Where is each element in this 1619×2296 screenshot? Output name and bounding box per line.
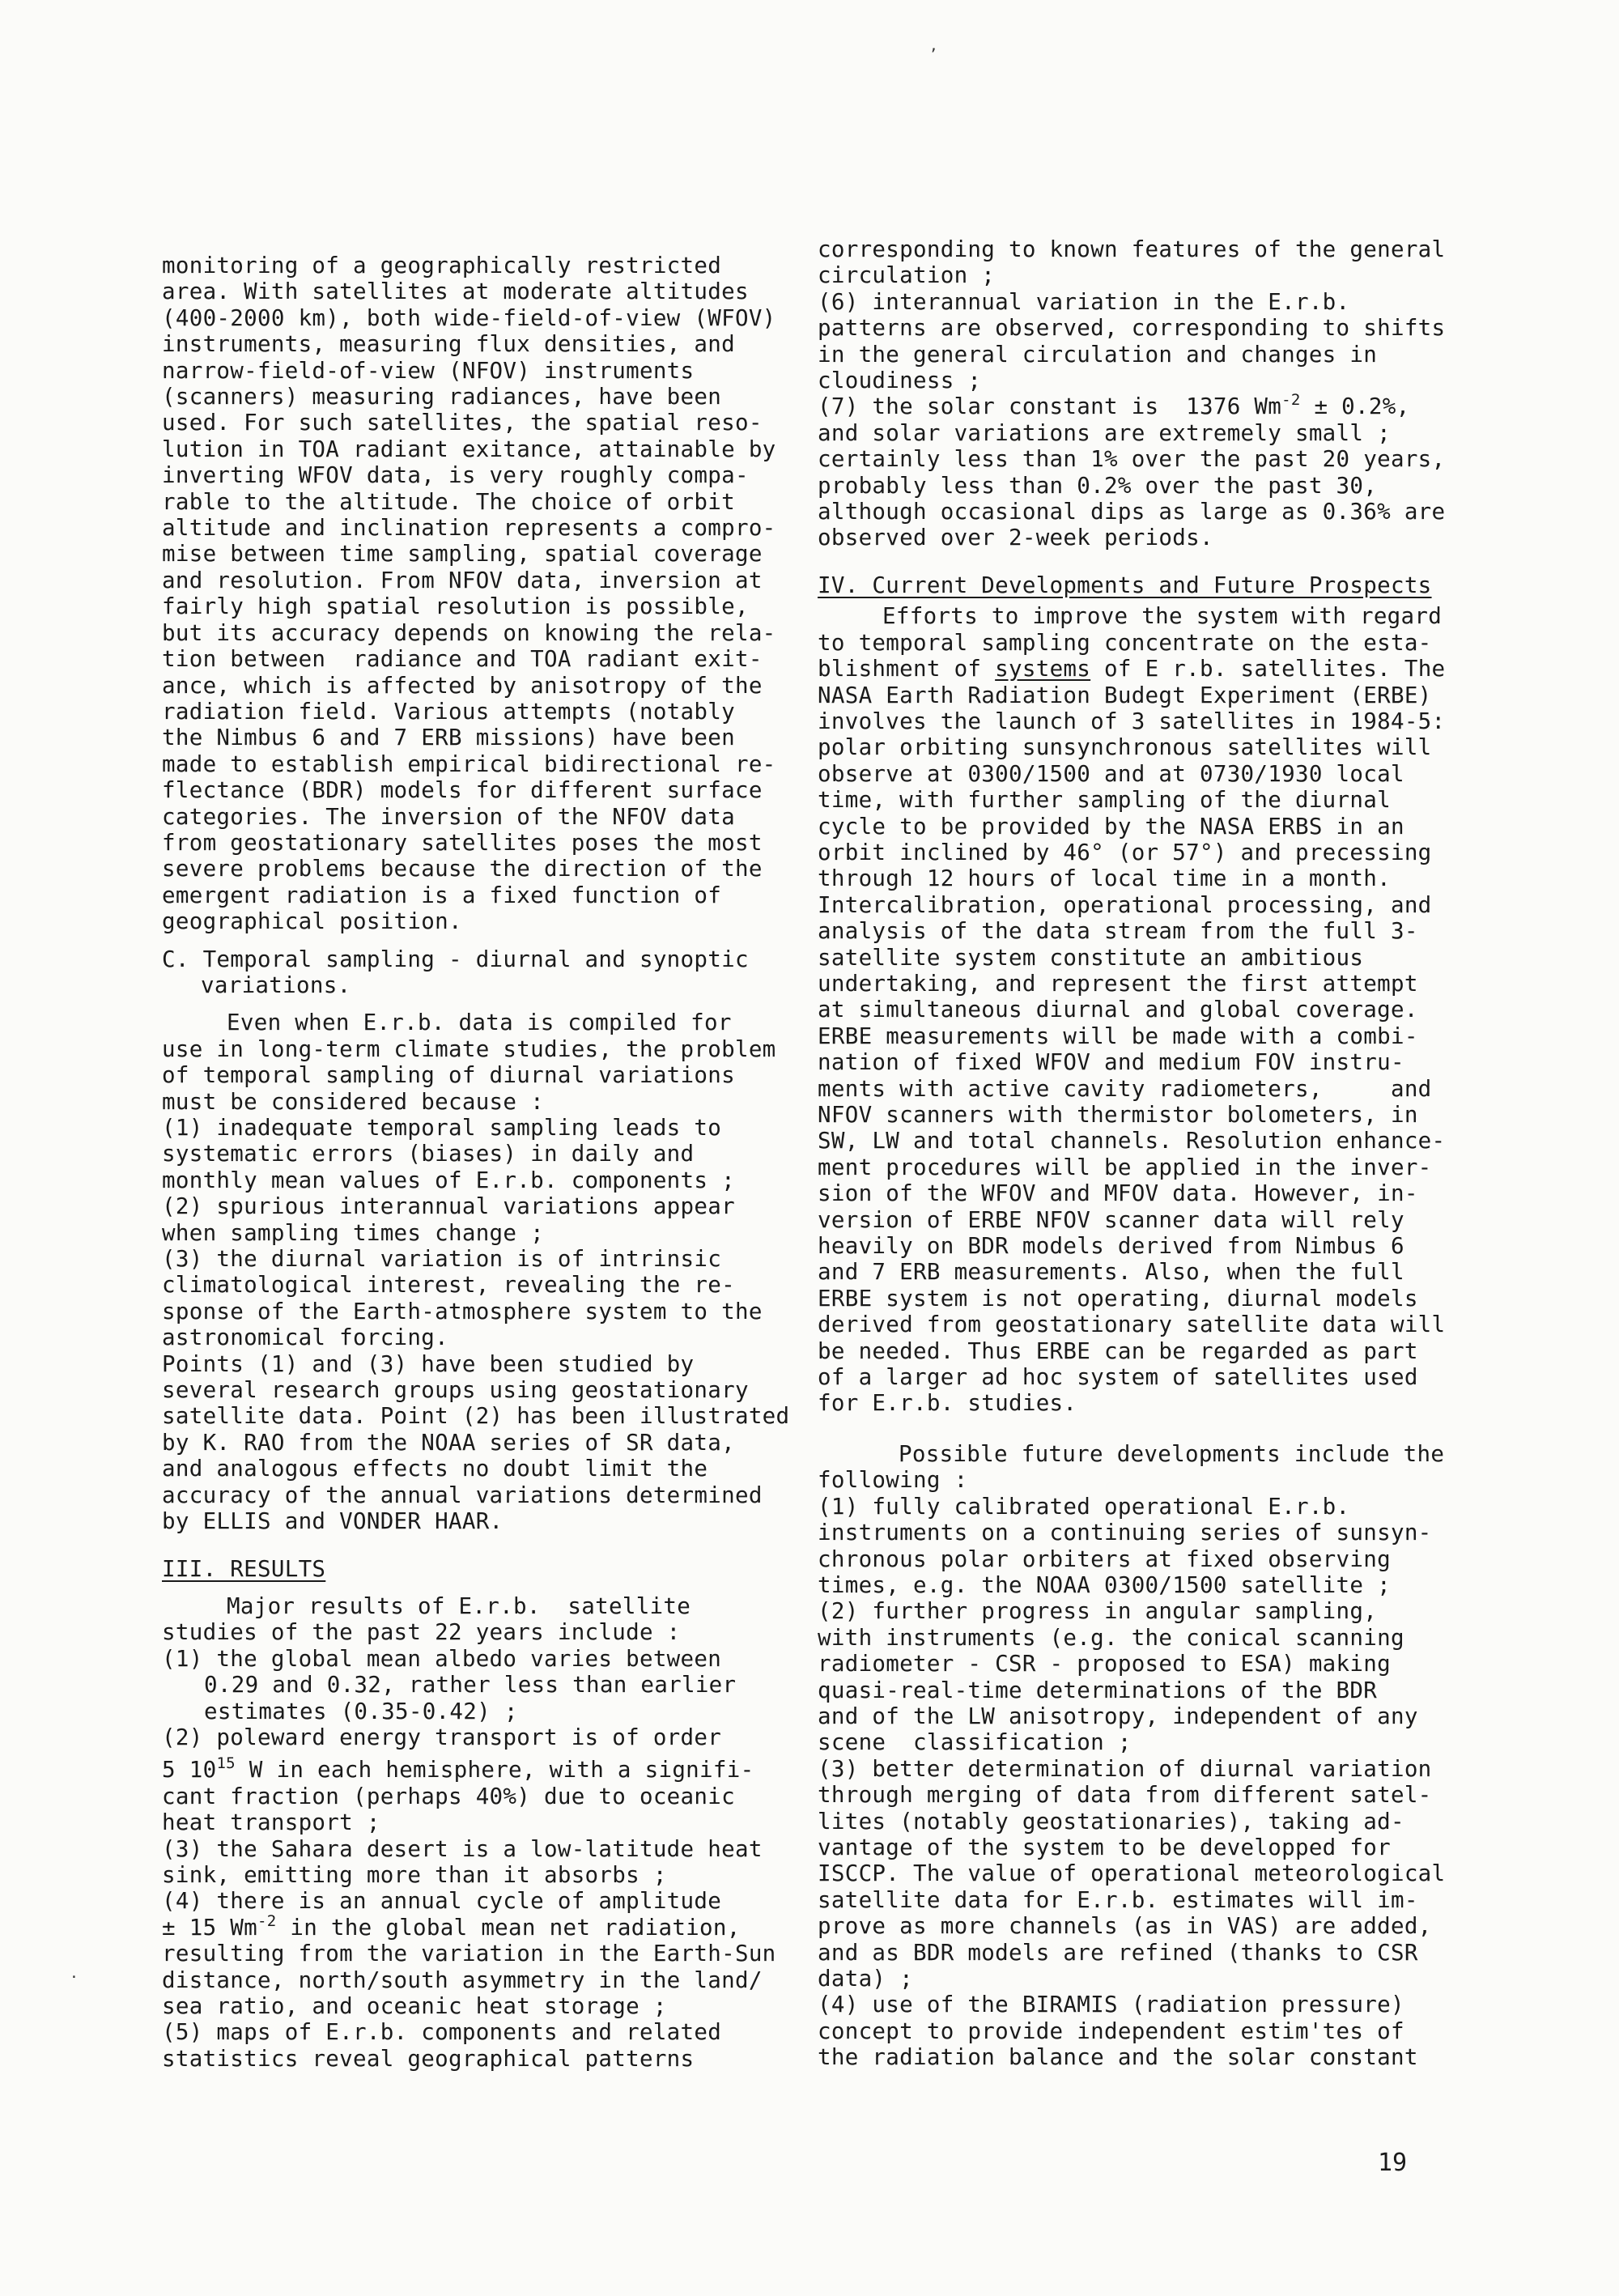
- text-line: and solar variations are extremely small ;: [818, 419, 1391, 446]
- text-segment: W in each hemisphere, with a signifi-: [235, 1757, 754, 1784]
- text-line: rable to the altitude. The choice of orbit: [162, 488, 735, 515]
- text-line: estimates (0.35-0.42) ;: [204, 1698, 518, 1724]
- text-line: climatological interest, revealing the re-: [162, 1272, 735, 1299]
- text-line: categories. The inversion of the NFOV data: [162, 803, 735, 830]
- text-line: ance, which is affected by anisotropy of the: [162, 672, 763, 699]
- text-line: through 12 hours of local time in a month.: [818, 865, 1391, 892]
- text-line: resulting from the variation in the Earth-Sun: [162, 1941, 776, 1967]
- text-line: probably less than 0.2% over the past 30,: [818, 472, 1378, 499]
- text-line: orbit inclined by 46° (or 57°) and precessing: [818, 839, 1432, 865]
- text-line: observe at 0300/1500 and at 0730/1930 local: [818, 760, 1404, 787]
- text-line: Possible future developments include the: [899, 1440, 1445, 1467]
- text-line: cycle to be provided by the NASA ERBS in an: [818, 813, 1404, 840]
- text-line: times, e.g. the NOAA 0300/1500 satellite ;: [818, 1571, 1391, 1598]
- text-line: area. With satellites at moderate altitudes: [162, 278, 749, 305]
- intro-paragraph: [162, 253, 793, 935]
- text-line: fairly high spatial resolution is possible,: [162, 593, 749, 620]
- text-line: systematic errors (biases) in daily and: [162, 1141, 695, 1167]
- list-item: (4) use of the BIRAMIS (radiation pressure): [818, 1992, 1404, 2018]
- text-line: astronomical forcing.: [162, 1324, 448, 1351]
- text-line: satellite data for E.r.b. estimates will im-: [818, 1886, 1418, 1913]
- text-line: in the general circulation and changes in: [818, 341, 1378, 368]
- text-segment: blishment of: [818, 656, 996, 682]
- text-line: ERBE measurements will be made with a combi-: [818, 1023, 1418, 1049]
- text-line: radiation field. Various attempts (notably: [162, 698, 735, 725]
- future-developments: [818, 1441, 1457, 2071]
- text-line: nation of fixed WFOV and medium FOV instru-: [818, 1049, 1404, 1076]
- text-line: with instruments (e.g. the conical scanning: [818, 1624, 1404, 1651]
- text-line: (scanners) measuring radiances, have been: [162, 384, 722, 410]
- scan-speck: ·: [70, 1969, 79, 1986]
- list-item: (6) interannual variation in the E.r.b.: [818, 288, 1350, 315]
- text-line: satellite data. Point (2) has been illustrated: [162, 1403, 790, 1430]
- text-segment: in the global mean net radiation,: [276, 1914, 741, 1941]
- list-item: (2) poleward energy transport is of order: [162, 1724, 722, 1750]
- section-iii-heading: III. RESULTS: [162, 1555, 326, 1582]
- text-line: instruments, measuring flux densities, and: [162, 331, 735, 358]
- text-line: [818, 656, 1457, 682]
- text-line: and as BDR models are refined (thanks to CSR: [818, 1939, 1418, 1966]
- results-list: [162, 1593, 793, 2072]
- text-line: narrow-field-of-view (NFOV) instruments: [162, 357, 695, 384]
- left-column: [162, 253, 793, 2072]
- text-line: distance, north/south asymmetry in the land/: [162, 1966, 763, 1993]
- text-line: and of the LW anisotropy, independent of any: [818, 1703, 1418, 1729]
- right-column: [818, 236, 1457, 2071]
- text-line: scene classification ;: [818, 1729, 1132, 1756]
- results-continuation: [818, 236, 1457, 551]
- text-line: although occasional dips as large as 0.36% are: [818, 499, 1446, 525]
- text-line: and resolution. From NFOV data, inversion at: [162, 567, 763, 593]
- text-line: NASA Earth Radiation Budegt Experiment (ERBE): [818, 682, 1432, 708]
- text-line: [162, 1754, 793, 1784]
- text-line: tion between radiance and TOA radiant exit-: [162, 646, 763, 673]
- section-c-paragraph: [162, 1010, 793, 1534]
- list-item: (3) the Sahara desert is a low-latitude heat: [162, 1835, 763, 1862]
- text-line: concept to provide independent estim'tes of: [818, 2018, 1404, 2044]
- text-line: observed over 2-week periods.: [818, 525, 1213, 551]
- text-line: made to establish empirical bidirectional re-: [162, 750, 776, 777]
- text-line: altitude and inclination represents a compro-: [162, 515, 776, 542]
- text-line: monthly mean values of E.r.b. components ;: [162, 1167, 735, 1193]
- text-line: variations.: [201, 972, 351, 998]
- text-line: to temporal sampling concentrate on the esta-: [818, 629, 1432, 656]
- text-line: NFOV scanners with thermistor bolometers, in: [818, 1102, 1418, 1128]
- list-item: (1) the global mean albedo varies between: [162, 1645, 722, 1672]
- underlined-word: systems: [995, 656, 1091, 682]
- text-line: emergent radiation is a fixed function of: [162, 882, 722, 908]
- text-line: undertaking, and represent the first attempt: [818, 970, 1418, 997]
- text-segment: 5 10: [162, 1757, 217, 1784]
- text-line: following :: [818, 1467, 968, 1494]
- text-line: the Nimbus 6 and 7 ERB missions) have been: [162, 725, 735, 751]
- text-line: radiometer - CSR - proposed to ESA) making: [818, 1651, 1391, 1677]
- text-line: of temporal sampling of diurnal variations: [162, 1062, 735, 1089]
- text-line: [162, 1911, 793, 1941]
- text-line: monitoring of a geographically restricted: [162, 253, 722, 278]
- text-line: severe problems because the direction of the: [162, 856, 763, 882]
- text-segment: ± 15 Wm: [162, 1914, 257, 1941]
- text-line: of a larger ad hoc system of satellites used: [818, 1364, 1418, 1391]
- text-line: and 7 ERB measurements. Also, when the full: [818, 1259, 1404, 1286]
- text-line: ISCCP. The value of operational meteorological: [818, 1860, 1446, 1887]
- section-c-heading: [162, 946, 793, 999]
- text-line: corresponding to known features of the general: [818, 236, 1446, 262]
- text-line: must be considered because :: [162, 1088, 544, 1115]
- text-line: accuracy of the annual variations determined: [162, 1482, 763, 1508]
- page-number: 19: [1378, 2149, 1408, 2177]
- text-line: data) ;: [818, 1966, 913, 1992]
- list-item: (4) there is an annual cycle of amplitude: [162, 1888, 722, 1915]
- text-line: lution in TOA radiant exitance, attainable by: [162, 436, 776, 462]
- list-item: (5) maps of E.r.b. components and related: [162, 2019, 722, 2046]
- list-item: [818, 393, 1457, 419]
- text-line: statistics reveal geographical patterns: [162, 2045, 695, 2072]
- text-line: sea ratio, and oceanic heat storage ;: [162, 1993, 667, 2019]
- text-line: Intercalibration, operational processing, and: [818, 891, 1432, 918]
- text-segment: (7) the solar constant is 1376 Wm: [818, 393, 1282, 420]
- scan-speck: ,: [929, 37, 938, 54]
- text-line: ments with active cavity radiometers, and: [818, 1075, 1432, 1102]
- text-line: be needed. Thus ERBE can be regarded as part: [818, 1337, 1418, 1364]
- text-line: mise between time sampling, spatial coverage: [162, 541, 763, 568]
- text-line: Major results of E.r.b. satellite: [227, 1592, 691, 1619]
- list-item: (1) fully calibrated operational E.r.b.: [818, 1493, 1350, 1520]
- text-segment: ± 0.2%,: [1300, 393, 1410, 420]
- list-item: (2) further progress in angular sampling,: [818, 1598, 1378, 1625]
- text-line: Even when E.r.b. data is compiled for: [227, 1010, 732, 1036]
- text-line: sink, emitting more than it absorbs ;: [162, 1861, 667, 1888]
- text-line: cant fraction (perhaps 40%) due to oceanic: [162, 1783, 735, 1809]
- text-line: use in long-term climate studies, the problem: [162, 1035, 776, 1062]
- text-line: sponse of the Earth-atmosphere system to the: [162, 1298, 763, 1324]
- text-line: by K. RAO from the NOAA series of SR data,: [162, 1429, 735, 1456]
- text-line: at simultaneous diurnal and global coverage.: [818, 997, 1418, 1023]
- text-line: involves the launch of 3 satellites in 1984-5:: [818, 708, 1446, 734]
- text-line: through merging of data from different satel-: [818, 1782, 1432, 1809]
- text-line: sion of the WFOV and MFOV data. However, in-: [818, 1180, 1418, 1207]
- text-line: version of ERBE NFOV scanner data will rely: [818, 1206, 1404, 1233]
- text-line: instruments on a continuing series of sunsyn-: [818, 1520, 1432, 1546]
- text-line: several research groups using geostationary: [162, 1377, 749, 1404]
- text-line: Points (1) and (3) have been studied by: [162, 1350, 695, 1377]
- text-line: polar orbiting sunsynchronous satellites will: [818, 734, 1432, 761]
- text-line: time, with further sampling of the diurnal: [818, 787, 1391, 814]
- text-segment: of E r.b. satellites. The: [1090, 656, 1446, 682]
- text-line: 0.29 and 0.32, rather less than earlier: [204, 1672, 737, 1699]
- text-line: patterns are observed, corresponding to shifts: [818, 315, 1446, 342]
- superscript: -2: [1281, 391, 1301, 410]
- superscript: 15: [216, 1754, 236, 1773]
- text-line: lites (notably geostationaries), taking ad-: [818, 1808, 1404, 1835]
- text-line: geographical position.: [162, 908, 462, 935]
- text-line: used. For such satellites, the spatial reso-: [162, 410, 763, 436]
- text-line: vantage of the system to be developped for: [818, 1834, 1391, 1860]
- text-line: ment procedures will be applied in the inver-: [818, 1154, 1432, 1180]
- text-line: for E.r.b. studies.: [818, 1390, 1077, 1417]
- text-line: (2) spurious interannual variations appear: [162, 1193, 735, 1220]
- text-line: and analogous effects no doubt limit the: [162, 1456, 708, 1482]
- text-line: heat transport ;: [162, 1809, 380, 1836]
- text-line: SW, LW and total channels. Resolution enhance-: [818, 1128, 1446, 1154]
- text-line: derived from geostationary satellite data will: [818, 1312, 1446, 1338]
- developments-paragraph: [818, 603, 1457, 1417]
- text-line: ERBE system is not operating, diurnal models: [818, 1285, 1418, 1312]
- text-line: quasi-real-time determinations of the BDR: [818, 1677, 1378, 1703]
- text-line: (1) inadequate temporal sampling leads to: [162, 1115, 722, 1141]
- list-item: (3) better determination of diurnal variation: [818, 1755, 1432, 1782]
- text-line: satellite system constitute an ambitious: [818, 944, 1364, 971]
- text-line: analysis of the data stream from the full 3-: [818, 918, 1418, 945]
- text-line: inverting WFOV data, is very roughly compa-: [162, 462, 749, 489]
- text-line: heavily on BDR models derived from Nimbus 6: [818, 1233, 1404, 1260]
- text-line: (400-2000 km), both wide-field-of-view (WFOV): [162, 304, 776, 331]
- text-line: flectance (BDR) models for different surface: [162, 777, 763, 804]
- text-line: chronous polar orbiters at fixed observing: [818, 1546, 1391, 1572]
- text-line: (3) the diurnal variation is of intrinsic: [162, 1246, 722, 1273]
- text-line: certainly less than 1% over the past 20 years,: [818, 446, 1446, 473]
- text-line: the radiation balance and the solar constant: [818, 2044, 1418, 2071]
- text-line: cloudiness ;: [818, 368, 982, 394]
- text-line: Efforts to improve the system with regard: [882, 603, 1443, 630]
- text-line: circulation ;: [818, 262, 996, 289]
- superscript: -2: [257, 1911, 277, 1930]
- text-line: by ELLIS and VONDER HAAR.: [162, 1508, 504, 1535]
- text-line: when sampling times change ;: [162, 1219, 544, 1246]
- text-line: studies of the past 22 years include :: [162, 1619, 681, 1646]
- text-line: but its accuracy depends on knowing the rela-: [162, 619, 776, 646]
- text-line: prove as more channels (as in VAS) are added,: [818, 1913, 1432, 1940]
- section-iv-heading: IV. Current Developments and Future Prospects: [818, 572, 1432, 598]
- text-line: C. Temporal sampling - diurnal and synoptic: [162, 946, 749, 972]
- text-line: from geostationary satellites poses the most: [162, 829, 763, 856]
